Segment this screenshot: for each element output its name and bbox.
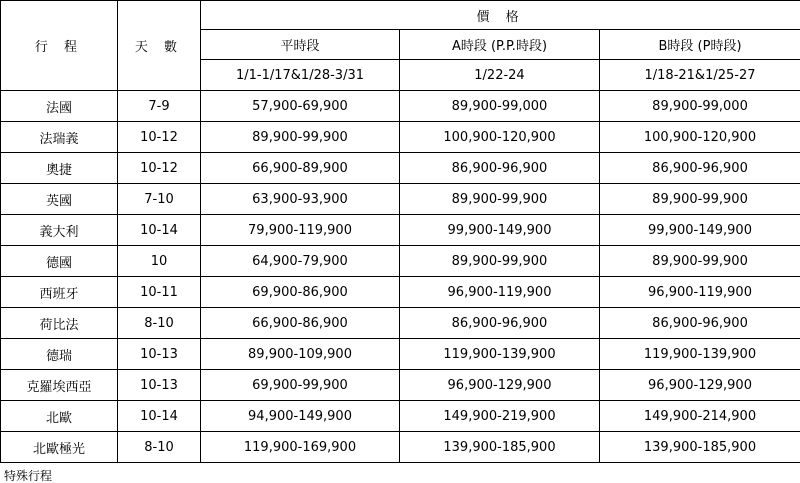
cell-price-b: 86,900-96,900 (600, 153, 800, 184)
cell-route: 西班牙 (1, 277, 118, 308)
cell-days: 7-9 (118, 91, 201, 122)
header-dates-regular: 1/1-1/17&1/28-3/31 (201, 60, 400, 91)
cell-price-a: 119,900-139,900 (400, 339, 600, 370)
cell-price-b: 139,900-185,900 (600, 432, 800, 463)
cell-price-regular: 94,900-149,900 (201, 401, 400, 432)
cell-price-a: 100,900-120,900 (400, 122, 600, 153)
header-row-1 (1, 1, 800, 30)
table-row (1, 91, 800, 122)
cell-price-b: 86,900-96,900 (600, 308, 800, 339)
table-row (1, 122, 800, 153)
cell-price-b: 99,900-149,900 (600, 215, 800, 246)
cell-days: 7-10 (118, 184, 201, 215)
cell-price-b: 96,900-129,900 (600, 370, 800, 401)
cell-route: 英國 (1, 184, 118, 215)
cell-price-regular: 119,900-169,900 (201, 432, 400, 463)
cell-days: 10-14 (118, 401, 201, 432)
cell-route: 法國 (1, 91, 118, 122)
cell-price-a: 96,900-119,900 (400, 277, 600, 308)
cell-price-regular: 66,900-86,900 (201, 308, 400, 339)
cell-route: 德國 (1, 246, 118, 277)
table-row (1, 432, 800, 463)
cell-route: 克羅埃西亞 (1, 370, 118, 401)
header-period-regular: 平時段 (201, 30, 400, 60)
cell-price-b: 89,900-99,900 (600, 184, 800, 215)
cell-route: 德瑞 (1, 339, 118, 370)
cell-price-b: 100,900-120,900 (600, 122, 800, 153)
cell-price-a: 96,900-129,900 (400, 370, 600, 401)
cell-route: 荷比法 (1, 308, 118, 339)
table-row (1, 339, 800, 370)
table-header (1, 1, 800, 91)
cell-price-a: 99,900-149,900 (400, 215, 600, 246)
header-route: 行 程 (1, 1, 118, 91)
cell-days: 10 (118, 246, 201, 277)
cell-price-b: 119,900-139,900 (600, 339, 800, 370)
cell-route: 奧捷 (1, 153, 118, 184)
cell-price-a: 89,900-99,000 (400, 91, 600, 122)
cell-price-regular: 69,900-86,900 (201, 277, 400, 308)
cell-days: 10-13 (118, 370, 201, 401)
cell-price-regular: 63,900-93,900 (201, 184, 400, 215)
header-days: 天 數 (118, 1, 201, 91)
cell-price-regular: 69,900-99,900 (201, 370, 400, 401)
cell-price-regular: 89,900-99,900 (201, 122, 400, 153)
cell-price-a: 89,900-99,900 (400, 184, 600, 215)
cell-price-b: 96,900-119,900 (600, 277, 800, 308)
header-dates-a: 1/22-24 (400, 60, 600, 91)
cell-price-regular: 89,900-109,900 (201, 339, 400, 370)
table-row (1, 277, 800, 308)
cell-route: 北歐極光 (1, 432, 118, 463)
header-dates-b: 1/18-21&1/25-27 (600, 60, 800, 91)
cell-price-regular: 57,900-69,900 (201, 91, 400, 122)
cell-price-a: 86,900-96,900 (400, 308, 600, 339)
header-period-a: A時段 (P.P.時段) (400, 30, 600, 60)
cell-days: 10-12 (118, 153, 201, 184)
cell-price-b: 89,900-99,000 (600, 91, 800, 122)
table-row (1, 308, 800, 339)
table-row (1, 246, 800, 277)
cell-price-regular: 79,900-119,900 (201, 215, 400, 246)
cell-price-b: 89,900-99,900 (600, 246, 800, 277)
cell-route: 法瑞義 (1, 122, 118, 153)
cell-price-a: 86,900-96,900 (400, 153, 600, 184)
cell-days: 10-14 (118, 215, 201, 246)
cell-days: 8-10 (118, 308, 201, 339)
cell-price-regular: 64,900-79,900 (201, 246, 400, 277)
cell-price-b: 149,900-214,900 (600, 401, 800, 432)
table-row (1, 153, 800, 184)
cell-days: 10-12 (118, 122, 201, 153)
cell-price-a: 149,900-219,900 (400, 401, 600, 432)
cell-route: 義大利 (1, 215, 118, 246)
cell-route: 北歐 (1, 401, 118, 432)
table-row (1, 370, 800, 401)
cell-days: 8-10 (118, 432, 201, 463)
footnote: 特殊行程 (4, 469, 52, 483)
cell-days: 10-13 (118, 339, 201, 370)
table-row (1, 401, 800, 432)
table-row (1, 184, 800, 215)
cell-days: 10-11 (118, 277, 201, 308)
cell-price-a: 89,900-99,900 (400, 246, 600, 277)
cell-price-regular: 66,900-89,900 (201, 153, 400, 184)
table-row (1, 215, 800, 246)
header-period-b: B時段 (P時段) (600, 30, 800, 60)
table-body (1, 91, 800, 463)
cell-price-a: 139,900-185,900 (400, 432, 600, 463)
header-price: 價 格 (201, 1, 800, 30)
